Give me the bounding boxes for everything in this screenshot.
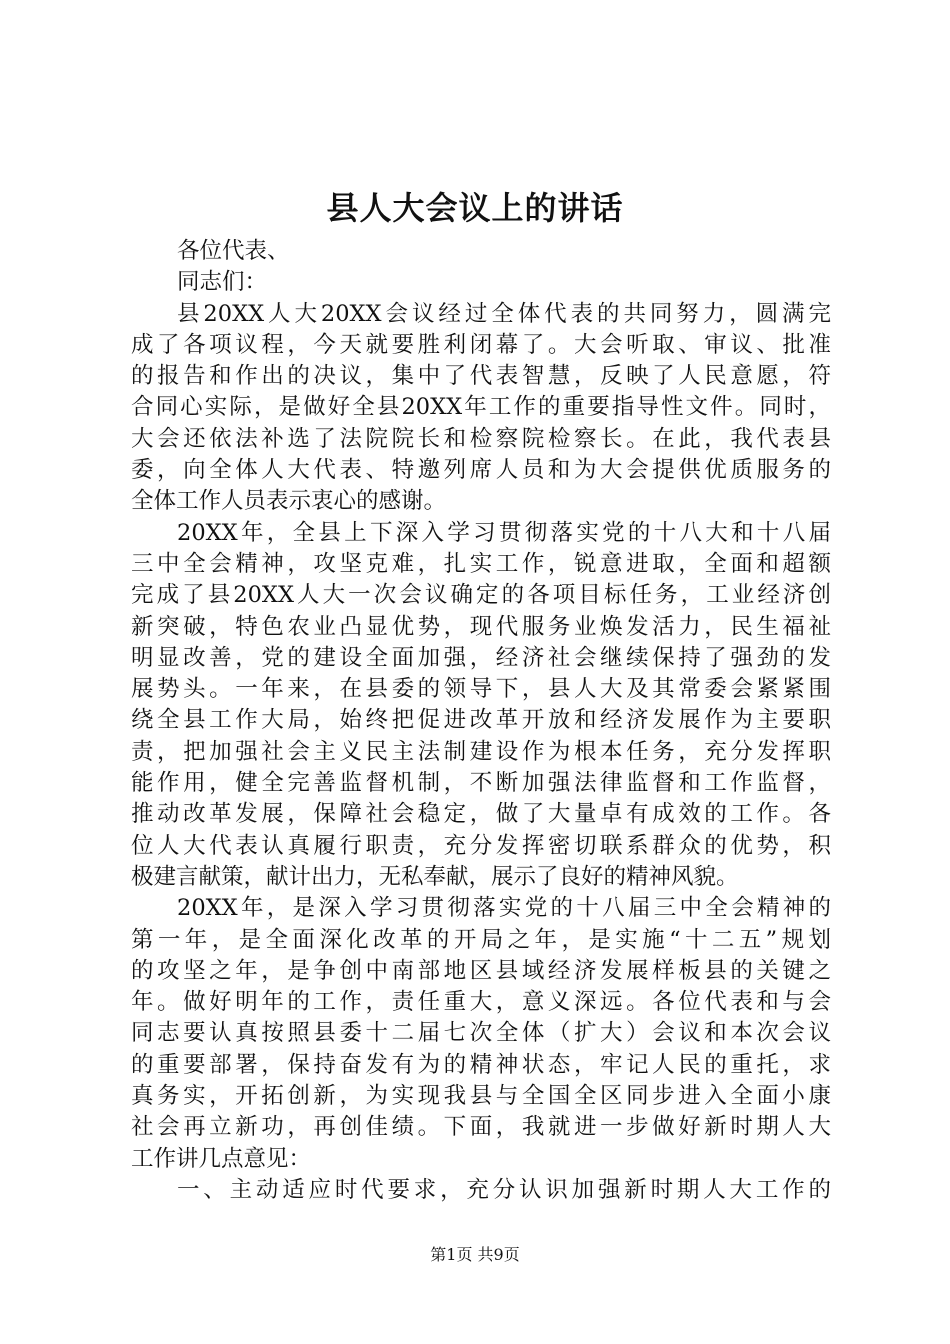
paragraph-line: 全体工作人员表示衷心的感谢。 bbox=[131, 488, 447, 515]
paragraph-line: 成了各项议程，今天就要胜利闭幕了。大会听取、审议、批准 bbox=[131, 331, 831, 358]
paragraph-line: 绕全县工作大局，始终把促进改革开放和经济发展作为主要职 bbox=[131, 707, 831, 734]
paragraph-line: 完成了县20XX人大一次会议确定的各项目标任务，工业经济创 bbox=[131, 582, 831, 609]
paragraph-line: 第一年，是全面深化改革的开局之年，是实施“十二五”规划 bbox=[131, 926, 831, 953]
paragraph-line: 社会再立新功，再创佳绩。下面，我就进一步做好新时期人大 bbox=[131, 1114, 831, 1141]
paragraph-line: 极建言献策，献计出力，无私奉献，展示了良好的精神风貌。 bbox=[131, 863, 739, 890]
paragraph-line: 合同心实际，是做好全县20XX年工作的重要指导性文件。同时， bbox=[131, 394, 831, 421]
paragraph-line: 委，向全体人大代表、特邀列席人员和为大会提供优质服务的 bbox=[131, 457, 831, 484]
paragraph-line: 三中全会精神，攻坚克难，扎实工作，锐意进取，全面和超额 bbox=[131, 550, 831, 577]
paragraph-line: 明显改善，党的建设全面加强，经济社会继续保持了强劲的发 bbox=[131, 644, 831, 671]
paragraph-line: 展势头。一年来，在县委的领导下，县人大及其常委会紧紧围 bbox=[131, 676, 831, 703]
paragraph-line: 责，把加强社会主义民主法制建设作为根本任务，充分发挥职 bbox=[131, 738, 831, 765]
paragraph-line: 的攻坚之年，是争创中南部地区县域经济发展样板县的关键之 bbox=[131, 957, 831, 984]
paragraph-line: 工作讲几点意见： bbox=[131, 1145, 312, 1172]
paragraph-line: 一、主动适应时代要求，充分认识加强新时期人大工作的 bbox=[177, 1176, 831, 1203]
document-title: 县人大会议上的讲话 bbox=[326, 189, 624, 227]
paragraph-line: 新突破，特色农业凸显优势，现代服务业焕发活力，民生福祉 bbox=[131, 613, 831, 640]
paragraph-line: 20XX年，全县上下深入学习贯彻落实党的十八大和十八届 bbox=[177, 519, 831, 546]
paragraph-line: 的报告和作出的决议，集中了代表智慧，反映了人民意愿，符 bbox=[131, 363, 831, 390]
document-body bbox=[131, 236, 831, 1206]
paragraph-line: 年。做好明年的工作，责任重大，意义深远。各位代表和与会 bbox=[131, 989, 831, 1016]
paragraph-line: 20XX年，是深入学习贯彻落实党的十八届三中全会精神的 bbox=[177, 895, 831, 922]
paragraph-line: 的重要部署，保持奋发有为的精神状态，牢记人民的重托，求 bbox=[131, 1051, 831, 1078]
paragraph-line: 大会还依法补选了法院院长和检察院检察长。在此，我代表县 bbox=[131, 425, 831, 452]
paragraph-line: 真务实，开拓创新，为实现我县与全国全区同步进入全面小康 bbox=[131, 1083, 831, 1110]
salutation-line: 同志们： bbox=[177, 269, 268, 296]
paragraph-line: 推动改革发展，保障社会稳定，做了大量卓有成效的工作。各 bbox=[131, 801, 831, 828]
paragraph-line: 同志要认真按照县委十二届七次全体（扩大）会议和本次会议 bbox=[131, 1020, 831, 1047]
salutation-line: 各位代表、 bbox=[177, 238, 290, 264]
paragraph-line: 县20XX人大20XX会议经过全体代表的共同努力，圆满完 bbox=[177, 300, 831, 327]
paragraph-line: 能作用，健全完善监督机制，不断加强法律监督和工作监督， bbox=[131, 770, 831, 797]
page-footer: 第1页 共9页 bbox=[430, 1245, 520, 1264]
paragraph-line: 位人大代表认真履行职责，充分发挥密切联系群众的优势，积 bbox=[131, 832, 831, 859]
